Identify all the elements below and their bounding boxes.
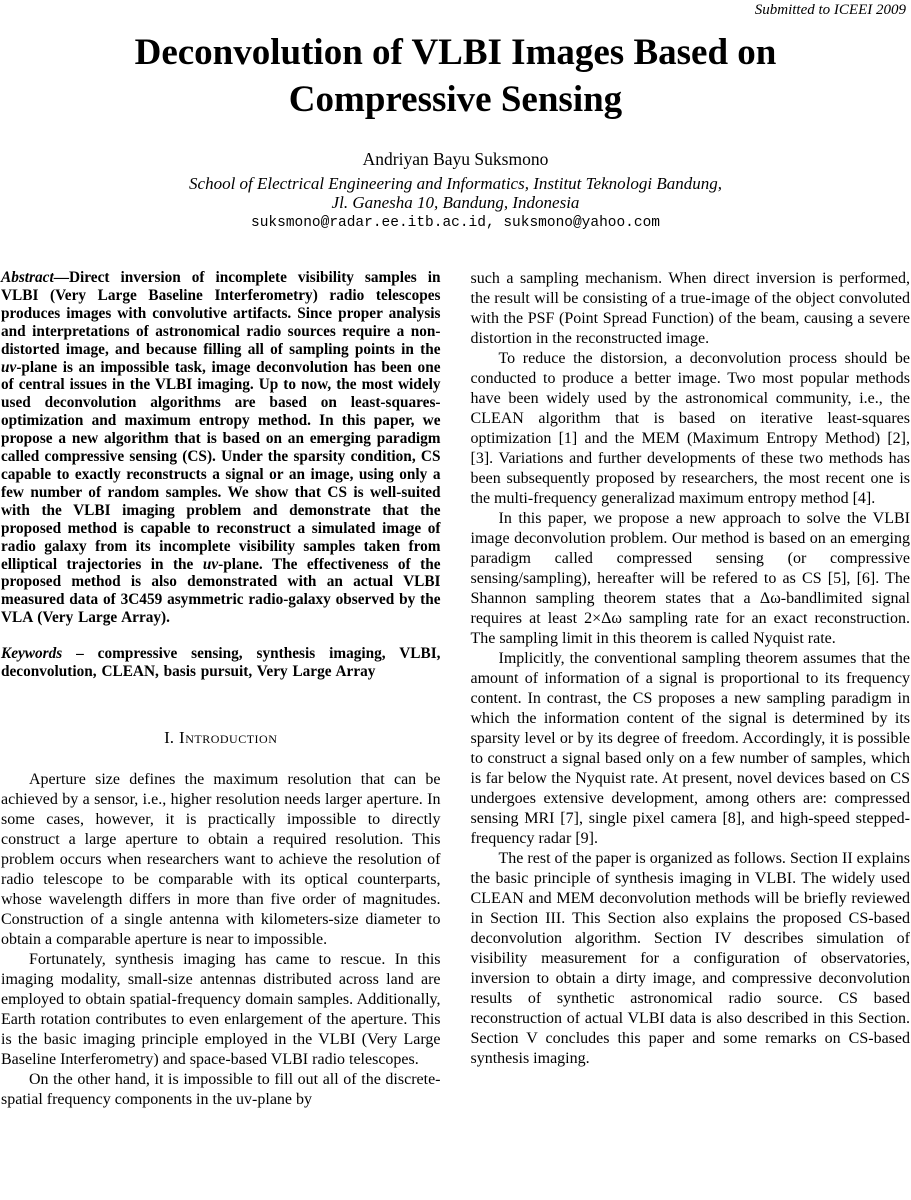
section-numeral: I. <box>164 727 175 747</box>
author-name: Andriyan Bayu Suksmono <box>362 149 549 169</box>
author-email: suksmono@radar.ee.itb.ac.id, suksmono@yahoo.com <box>251 215 660 231</box>
keywords-label: Keywords <box>1 645 63 663</box>
intro-paragraph-3: On the other hand, it is impossible to fill out all of the discrete-spatial frequency components in the uv-plane by <box>1 1070 441 1108</box>
abstract-text-1: —Direct inversion of incomplete visibility samples in VLBI (Very Large Baseline Interferometry) radio telescopes produces images with convolutive artifacts. Since proper analysis and interpretations of astronomical radio sources require a non-distorted image, and because filling all of sampling points in the <box>1 269 441 358</box>
abstract-label: Abstract <box>1 269 54 286</box>
body-paragraph-cs-paradigm: Implicitly, the conventional sampling theorem assumes that the amount of information of a signal is proportional to its frequency content. In contrast, the CS proposes a new sampling paradigm in which the information content of the signal is determined by its sparsity level or by its degree of freedom. Accordingly, it is possible to construct a signal based only on a few number of samples, which is far below the Nyquist rate. At present, novel devices based on CS undergoes extensive development, among others are: compressed sensing MRI [7], single pixel camera [8], and high-speed stepped-frequency radar [9]. <box>470 650 910 847</box>
intro-paragraph-2: Fortunately, synthesis imaging has came to rescue. In this imaging modality, small-size antennas distributed across land are employed to obtain spatial-frequency domain samples. Additionally, Earth rotation contributes to even enlargement of the aperture. This is the basic imaging principle employed in the VLBI (Very Large Baseline Interferometry) and space-based VLBI radio telescopes. <box>1 950 441 1068</box>
body-paragraph-continuation: such a sampling mechanism. When direct inversion is performed, the result will be consisting of a true-image of the object convoluted with the PSF (Point Spread Function) of the beam, causing a severe distortion in the reconstructed image. <box>470 270 910 347</box>
body-paragraph-deconvolution-methods: To reduce the distorsion, a deconvolution process should be conducted to produce a better image. Two most popular methods have been widely used by the astronomical community, i.e., the CLEAN algorithm that is based on iterative least-squares optimization [1] and the MEM (Maximum Entropy Method) [2], [3]. Variations and further developments of these two methods has been subsequently proposed by researchers, the most recent one is the multi-frequency generalizad maximum entropy method [4]. <box>470 350 910 507</box>
section-heading-introduction <box>1 727 441 748</box>
affiliation-line-2: Jl. Ganesha 10, Bandung, Indonesia <box>331 193 580 212</box>
two-column-body <box>1 269 910 1110</box>
keywords-paragraph <box>1 645 441 681</box>
body-paragraph-paper-organization: The rest of the paper is organized as follows. Section II explains the basic principle of synthesis imaging in VLBI. The widely used CLEAN and MEM deconvolution methods will be briefly reviewed in Section III. This Section also explains the proposed CS-based deconvolution algorithm. Section IV describes simulation of visibility measurement for a configuration of observatories, inversion to obtain a dirty image, and compressive deconvolution results of synthetic astronomical radio source. CS based reconstruction of actual VLBI data is also described in this Section. Section V concludes this paper and some remarks on CS-based synthesis imaging. <box>470 850 910 1067</box>
abstract-uv-italic-2: uv <box>202 555 219 573</box>
keywords-text: – compressive sensing, synthesis imaging, VLBI, deconvolution, CLEAN, basis pursuit, Very Large Array <box>1 645 441 681</box>
submission-note: Submitted to ICEEI 2009 <box>754 2 906 18</box>
abstract-paragraph <box>1 269 441 627</box>
paper-title: Deconvolution of VLBI Images Based on Compressive Sensing <box>134 32 777 120</box>
right-column <box>471 269 911 1110</box>
affiliation-line-1: School of Electrical Engineering and Informatics, Institut Teknologi Bandung, <box>189 174 722 193</box>
body-paragraph-cs-proposal: In this paper, we propose a new approach to solve the VLBI image deconvolution problem. Our method is based on an emerging paradigm called compressed sensing (or compressive sensing/sampling), hereafter will be refered to as CS [5], [6]. The Shannon sampling theorem states that a Δω-bandlimited signal requires at least 2×Δω sampling rate for an exact reconstruction. The sampling limit in this theorem is called Nyquist rate. <box>470 510 910 647</box>
abstract-text-2: -plane is an impossible task, image deconvolution has been one of central issues in the VLBI imaging. Up to now, the most widely used deconvolution algorithms are based on least-squares-optimization and maximum entropy method. In this paper, we propose a new algorithm that is based on an emerging paradigm called compressive sensing (CS). Under the sparsity condition, CS capable to exactly reconstructs a signal or an image, using only a few number of random samples. We show that CS is well-suited with the VLBI imaging problem and demonstrate that the proposed method is capable to reconstruct a simulated image of radio galaxy from its incomplete visibility samples taken from elliptical trajectories in the <box>1 358 441 573</box>
section-title: Introduction <box>179 727 278 747</box>
intro-paragraph-1: Aperture size defines the maximum resolution that can be achieved by a sensor, i.e., higher resolution needs larger aperture. In some cases, however, it is practically impossible to directly construct a large aperture to obtain a required resolution. This problem occurs when researchers want to achieve the resolution of radio telescope to be comparable with its optical counterparts, whose wavelength differs in more than five order of magnitudes. Construction of a single antenna with kilometers-size diameter to obtain a comparable aperture is near to impossible. <box>1 770 441 948</box>
left-column <box>1 269 441 1110</box>
abstract-uv-italic-1: uv <box>1 358 17 376</box>
abstract-text-3: -plane. The effectiveness of the proposed method is also demonstrated with an actual VLBI measured data of 3C459 asymmetric radio-galaxy observed by the VLA (Very Large Array). <box>1 555 441 627</box>
